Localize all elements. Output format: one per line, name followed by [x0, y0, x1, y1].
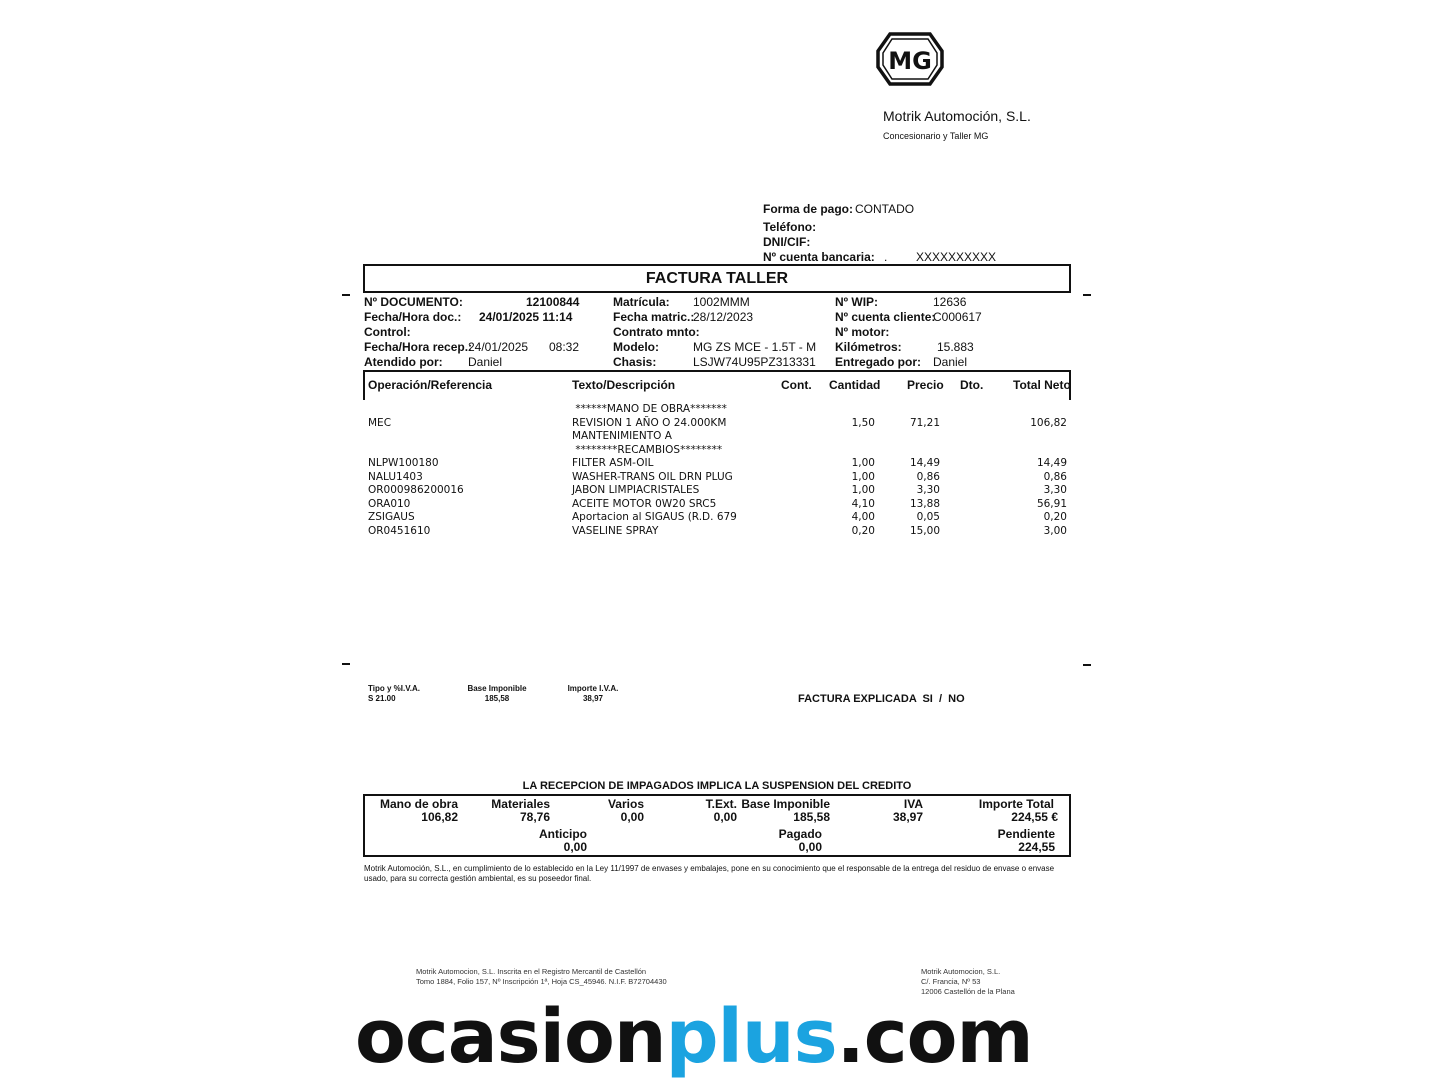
- contract-label: Contrato mnto:: [613, 325, 700, 339]
- header-fields: [364, 295, 1084, 370]
- item-description: MANTENIMIENTO A: [572, 430, 672, 442]
- item-quantity: 4,10: [851, 497, 875, 510]
- wip-label: Nº WIP:: [835, 295, 879, 309]
- ext-label: T.Ext.: [705, 797, 737, 811]
- paid-label: Pagado: [778, 827, 822, 841]
- paid-value: 0,00: [798, 840, 822, 854]
- document-title: FACTURA TALLER: [645, 270, 789, 287]
- registry-line-2: Tomo 1884, Folio 157, Nº Inscripción 1ª, Hoja CS_45946. N.I.F. B72704430: [416, 977, 667, 986]
- mg-logo: [876, 31, 944, 87]
- pending-label: Pendiente: [997, 827, 1055, 841]
- line-items: [364, 403, 1069, 543]
- advance-value: 0,00: [563, 840, 587, 854]
- engine-label: Nº motor:: [835, 325, 890, 339]
- item-ref: ORA010: [368, 497, 411, 510]
- pending-value: 224,55: [1018, 840, 1055, 854]
- labor-label: Mano de obra: [379, 797, 458, 811]
- payment-method-value: CONTADO: [855, 202, 915, 216]
- item-price: 0,05: [916, 511, 940, 523]
- margin-mark: [342, 663, 350, 665]
- item-ref: NALU1403: [368, 470, 423, 483]
- total-amount-label: Importe Total: [978, 797, 1054, 811]
- legal-line-2: usado, para su correcta gestión ambiental, es su poseedor final.: [364, 874, 592, 883]
- item-total: 3,30: [1043, 484, 1067, 496]
- reception-label: Fecha/Hora recep.:: [364, 340, 473, 354]
- item-ref: NLPW100180: [368, 457, 439, 469]
- item-total: 106,82: [1030, 416, 1067, 429]
- dni-label: DNI/CIF:: [763, 235, 811, 249]
- item-description: VASELINE SPRAY: [572, 524, 659, 537]
- item-price: 3,30: [916, 484, 940, 496]
- watermark-part-3: .com: [836, 994, 1033, 1080]
- item-total: 14,49: [1036, 457, 1067, 469]
- iva-base-value: 185,58: [484, 694, 510, 703]
- item-price: 14,49: [909, 457, 940, 469]
- item-description: ******MANO DE OBRA*******: [572, 403, 727, 415]
- table-row: [364, 430, 1069, 444]
- table-row: [364, 444, 1069, 458]
- ocasionplus-watermark: [355, 994, 1033, 1080]
- advance-label: Anticipo: [539, 827, 587, 841]
- item-quantity: 1,50: [851, 416, 875, 429]
- registry-info: [416, 967, 667, 987]
- item-ref: OR0451610: [368, 524, 431, 537]
- table-row: [364, 484, 1069, 498]
- km-label: Kilómetros:: [835, 340, 902, 354]
- company-tagline: Concesionario y Taller MG: [883, 131, 989, 141]
- attended-label: Atendido por:: [364, 355, 443, 369]
- control-label: Control:: [364, 325, 411, 339]
- materials-value: 78,76: [519, 810, 550, 824]
- wip-value: 12636: [933, 295, 967, 309]
- legal-line-1: Motrik Automoción, S.L., en cumplimiento de lo establecido en la Ley 11/1997 de envases y embalajes, pone en su conocimiento que el responsable de la entrega del residuo de envase o envase: [364, 864, 1055, 873]
- col-ref: Operación/Referencia: [368, 378, 493, 392]
- table-row: [364, 417, 1069, 431]
- item-quantity: 1,00: [851, 484, 875, 496]
- item-price: 0,86: [916, 470, 940, 483]
- misc-value: 0,00: [620, 810, 644, 824]
- item-description: ACEITE MOTOR 0W20 SRC5: [572, 497, 717, 510]
- legal-notice: [364, 864, 1074, 884]
- item-ref: MEC: [368, 416, 392, 429]
- item-quantity: 1,00: [851, 457, 875, 469]
- reg-date-value: 28/12/2023: [693, 310, 754, 324]
- item-description: JABON LIMPIACRISTALES: [572, 484, 700, 496]
- iva-amount-label: Importe I.V.A.: [567, 684, 619, 693]
- margin-mark: [1083, 664, 1091, 666]
- item-total: 3,00: [1043, 524, 1067, 537]
- ext-value: 0,00: [713, 810, 737, 824]
- company-name: Motrik Automoción, S.L.: [883, 108, 1031, 124]
- item-quantity: 0,20: [851, 524, 875, 537]
- doc-number-label: Nº DOCUMENTO:: [364, 295, 463, 309]
- vat-label: IVA: [903, 797, 923, 811]
- item-description: REVISION 1 AÑO O 24.000KM: [572, 416, 727, 429]
- bank-account-dot: .: [884, 250, 888, 264]
- item-quantity: 1,00: [851, 470, 875, 483]
- address-line-1: Motrik Automocion, S.L.: [921, 967, 1001, 976]
- item-description: Aportacion al SIGAUS (R.D. 679: [572, 511, 737, 523]
- col-price: Precio: [907, 378, 944, 392]
- totals-box: [363, 794, 1071, 857]
- labor-value: 106,82: [421, 810, 458, 824]
- margin-mark: [1083, 294, 1091, 296]
- credit-notice: LA RECEPCION DE IMPAGADOS IMPLICA LA SUSPENSION DEL CREDITO: [522, 780, 912, 792]
- watermark-part-1: ocasion: [355, 994, 666, 1080]
- chassis-value: LSJW74U95PZ313331: [693, 355, 816, 369]
- item-price: 15,00: [909, 524, 940, 537]
- attended-value: Daniel: [468, 355, 503, 369]
- item-price: 13,88: [909, 497, 940, 510]
- plate-label: Matrícula:: [613, 295, 670, 309]
- item-ref: ZSIGAUS: [368, 511, 415, 523]
- doc-date-label: Fecha/Hora doc.:: [364, 310, 462, 324]
- model-value: MG ZS MCE - 1.5T - M: [693, 340, 817, 354]
- col-disc: Dto.: [960, 378, 984, 392]
- materials-label: Materiales: [491, 797, 550, 811]
- phone-label: Teléfono:: [763, 220, 817, 234]
- reg-date-label: Fecha matric.:: [613, 310, 695, 324]
- iva-type-value: S 21.00: [368, 694, 396, 703]
- item-total: 0,86: [1043, 470, 1067, 483]
- address-line-3: 12006 Castellón de la Plana: [921, 987, 1015, 996]
- table-row: [364, 525, 1069, 539]
- item-price: 71,21: [909, 416, 940, 429]
- company-address: [921, 967, 1015, 997]
- delivered-value: Daniel: [933, 355, 968, 369]
- item-total: 56,91: [1036, 497, 1067, 510]
- col-cont: Cont.: [781, 378, 812, 392]
- reception-time: 08:32: [549, 340, 580, 354]
- table-row: [364, 471, 1069, 485]
- doc-date-value: 24/01/2025 11:14: [479, 310, 573, 324]
- delivered-label: Entregado por:: [835, 355, 921, 369]
- margin-mark: [342, 294, 350, 296]
- logo-text: MG: [888, 47, 932, 75]
- misc-label: Varios: [607, 797, 644, 811]
- col-total: Total Neto: [1013, 378, 1071, 392]
- registry-line-1: Motrik Automocion, S.L. Inscrita en el Registro Mercantil de Castellón: [416, 967, 647, 976]
- item-description: WASHER-TRANS OIL DRN PLUG: [572, 470, 733, 483]
- item-description: FILTER ASM-OIL: [572, 457, 654, 469]
- table-row: [364, 498, 1069, 512]
- item-description: ********RECAMBIOS********: [572, 443, 723, 456]
- item-total: 0,20: [1043, 511, 1067, 523]
- explained-invoice: FACTURA EXPLICADA SI / NO: [798, 693, 965, 705]
- doc-number-value: 12100844: [526, 295, 580, 309]
- total-amount-value: 224,55 €: [1011, 810, 1058, 824]
- col-qty: Cantidad: [829, 378, 881, 392]
- chassis-label: Chasis:: [613, 355, 657, 369]
- plate-value: 1002MMM: [693, 295, 750, 309]
- client-account-label: Nº cuenta cliente:: [835, 310, 936, 324]
- tax-base-label: Base Imponible: [741, 797, 830, 811]
- bank-account-value: XXXXXXXXXX: [916, 250, 997, 264]
- payment-method-label: Forma de pago:: [763, 202, 854, 216]
- table-header: [364, 378, 1069, 392]
- title-box: [363, 264, 1071, 293]
- tax-base-value: 185,58: [793, 810, 830, 824]
- item-quantity: 4,00: [851, 511, 875, 523]
- watermark-part-2: plus: [665, 994, 837, 1080]
- vat-value: 38,97: [892, 810, 923, 824]
- col-desc: Texto/Descripción: [572, 378, 676, 392]
- client-account-value: C000617: [933, 310, 982, 324]
- bank-account-label: Nº cuenta bancaria:: [763, 250, 875, 264]
- reception-date: 24/01/2025: [468, 340, 529, 354]
- iva-base-label: Base Imponible: [467, 684, 527, 693]
- item-ref: OR000986200016: [368, 484, 464, 496]
- km-value: 15.883: [937, 340, 974, 354]
- table-row: [364, 403, 1069, 417]
- table-row: [364, 457, 1069, 471]
- iva-type-label: Tipo y %I.V.A.: [368, 684, 421, 693]
- model-label: Modelo:: [613, 340, 659, 354]
- iva-amount-value: 38,97: [582, 694, 604, 703]
- address-line-2: C/. Francia, Nº 53: [921, 977, 981, 986]
- table-row: [364, 511, 1069, 525]
